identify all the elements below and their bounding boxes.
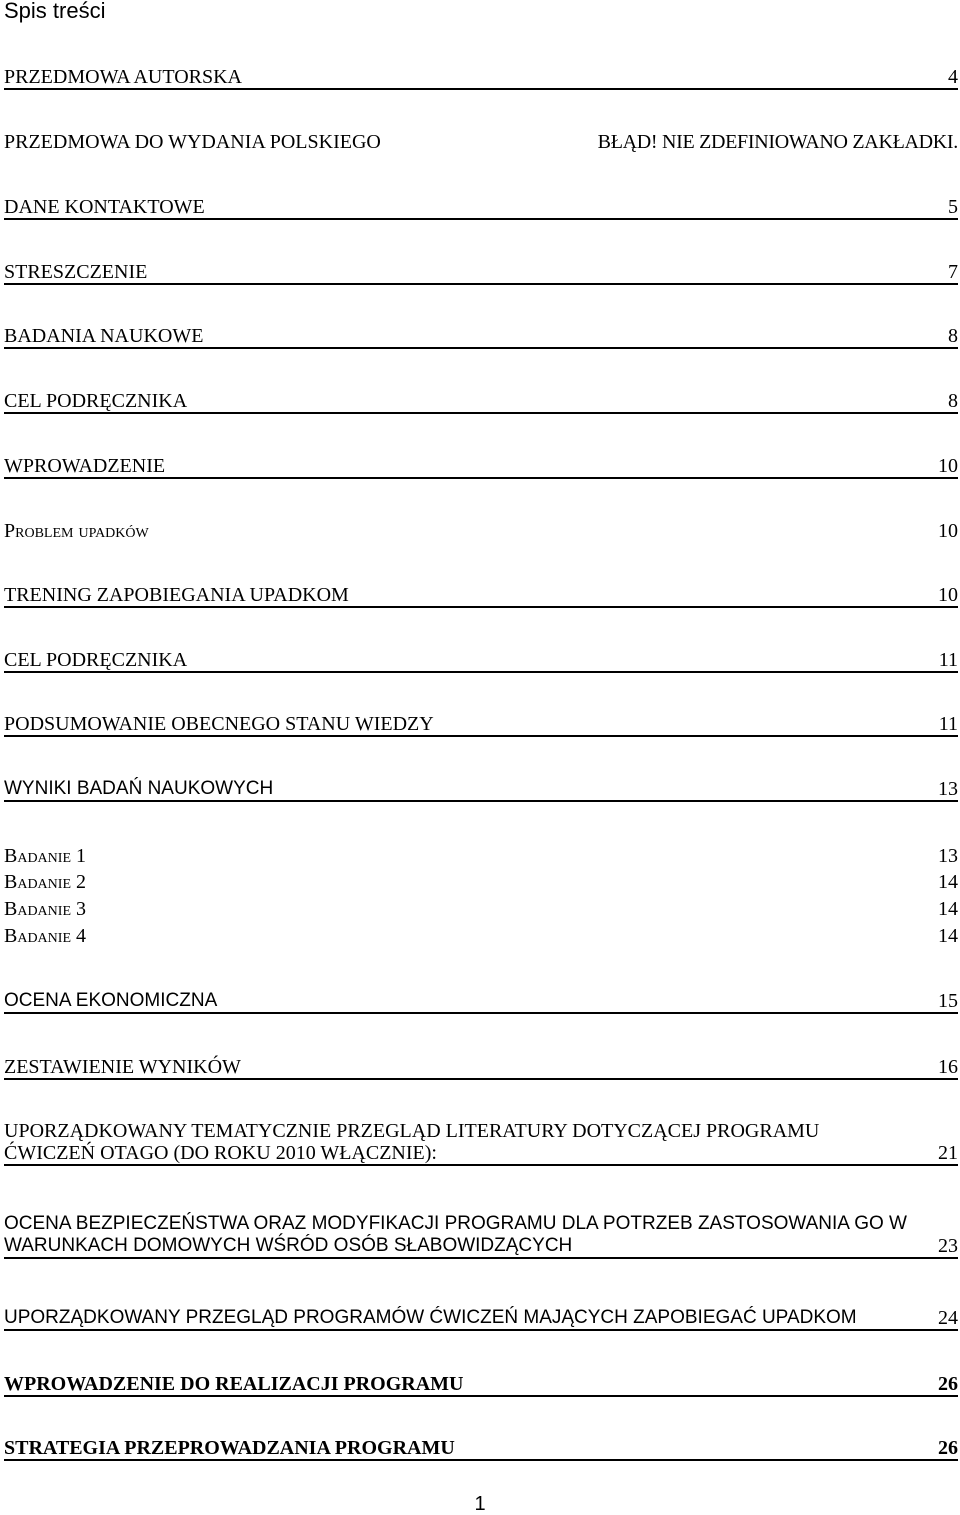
toc-entry-page: 10 bbox=[938, 455, 958, 477]
toc-entry[interactable] bbox=[4, 1437, 958, 1461]
toc-entry[interactable] bbox=[4, 1213, 958, 1259]
toc-entry-page: 14 bbox=[938, 925, 958, 947]
toc-entry[interactable] bbox=[4, 131, 958, 153]
toc-entry-page: 26 bbox=[938, 1437, 958, 1459]
toc-subentry-title: Badanie 3 bbox=[4, 898, 86, 920]
toc-entry-page: 8 bbox=[948, 390, 958, 412]
toc-entry-page: 16 bbox=[938, 1056, 958, 1078]
toc-entry-page: 10 bbox=[938, 584, 958, 606]
toc-entry-title: ZESTAWIENIE WYNIKÓW bbox=[4, 1056, 241, 1078]
page-number: 1 bbox=[474, 1493, 486, 1515]
toc-entry-title: BADANIA NAUKOWE bbox=[4, 325, 204, 347]
toc-entry-page: 26 bbox=[938, 1373, 958, 1395]
toc-entry-page: 15 bbox=[938, 990, 958, 1012]
toc-entry-title: PRZEDMOWA DO WYDANIA POLSKIEGO bbox=[4, 131, 381, 153]
toc-subentry[interactable] bbox=[4, 520, 958, 542]
toc-entry-title: STRATEGIA PRZEPROWADZANIA PROGRAMU bbox=[4, 1437, 455, 1459]
toc-entry-page: 24 bbox=[938, 1307, 958, 1329]
toc-entry-page: 8 bbox=[948, 325, 958, 347]
toc-subentry-title: Problem upadków bbox=[4, 520, 149, 542]
toc-entry-title: TRENING ZAPOBIEGANIA UPADKOM bbox=[4, 584, 349, 606]
toc-subentry[interactable] bbox=[4, 925, 958, 947]
toc-entry[interactable] bbox=[4, 1056, 958, 1080]
toc-entry-page: 13 bbox=[938, 778, 958, 800]
toc-entry-page: 5 bbox=[948, 196, 958, 218]
toc-subentry-title: Badanie 2 bbox=[4, 871, 86, 893]
toc-heading: Spis treści bbox=[4, 0, 106, 23]
toc-entry[interactable] bbox=[4, 325, 958, 349]
toc-entry-page: 10 bbox=[938, 520, 958, 542]
toc-entry-title: CEL PODRĘCZNIKA bbox=[4, 390, 188, 412]
toc-entry[interactable] bbox=[4, 990, 958, 1014]
toc-entry-page: 13 bbox=[938, 845, 958, 867]
toc-subentry-title: Badanie 4 bbox=[4, 925, 86, 947]
toc-entry[interactable] bbox=[4, 1120, 958, 1166]
toc-entry[interactable] bbox=[4, 649, 958, 673]
toc-entry-title: OCENA EKONOMICZNA bbox=[4, 990, 218, 1011]
toc-entry[interactable] bbox=[4, 196, 958, 220]
toc-entry-title: OCENA BEZPIECZEŃSTWA ORAZ MODYFIKACJI PROGRAMU DLA POTRZEB ZASTOSOWANIA GO W WARUNKACH DOMOWYCH WŚRÓD OSÓB SŁABOWIDZĄCYCH bbox=[4, 1213, 907, 1256]
toc-entry-page: 23 bbox=[938, 1235, 958, 1257]
toc-entry[interactable] bbox=[4, 66, 958, 90]
toc-entry-title: DANE KONTAKTOWE bbox=[4, 196, 205, 218]
toc-subentry-title: Badanie 1 bbox=[4, 845, 86, 867]
toc-entry[interactable] bbox=[4, 455, 958, 479]
toc-entry-page-error: BŁĄD! NIE ZDEFINIOWANO ZAKŁADKI. bbox=[597, 131, 958, 153]
toc-entry-title: WPROWADZENIE bbox=[4, 455, 166, 477]
toc-subentry[interactable] bbox=[4, 871, 958, 893]
toc-subentry[interactable] bbox=[4, 845, 958, 867]
toc-entry-page: 14 bbox=[938, 871, 958, 893]
toc-entry[interactable] bbox=[4, 261, 958, 285]
toc-entry-title: CEL PODRĘCZNIKA bbox=[4, 649, 188, 671]
toc-entry[interactable] bbox=[4, 390, 958, 414]
toc-entry-title: PODSUMOWANIE OBECNEGO STANU WIEDZY bbox=[4, 713, 434, 735]
toc-entry[interactable] bbox=[4, 1307, 958, 1331]
toc-subentry[interactable] bbox=[4, 898, 958, 920]
toc-entry-page: 4 bbox=[948, 66, 958, 88]
toc-entry-page: 14 bbox=[938, 898, 958, 920]
toc-entry-title: UPORZĄDKOWANY PRZEGLĄD PROGRAMÓW ĆWICZEŃ MAJĄCYCH ZAPOBIEGAĆ UPADKOM bbox=[4, 1307, 857, 1328]
toc-entry[interactable] bbox=[4, 584, 958, 608]
toc-entry-title: WYNIKI BADAŃ NAUKOWYCH bbox=[4, 778, 274, 799]
toc-entry[interactable] bbox=[4, 1373, 958, 1397]
toc-entry[interactable] bbox=[4, 713, 958, 737]
toc-entry-page: 7 bbox=[948, 261, 958, 283]
toc-entry-title: STRESZCZENIE bbox=[4, 261, 148, 283]
toc-entry[interactable] bbox=[4, 778, 958, 802]
toc-entry-title: PRZEDMOWA AUTORSKA bbox=[4, 66, 242, 88]
toc-entry-title: UPORZĄDKOWANY TEMATYCZNIE PRZEGLĄD LITERATURY DOTYCZĄCEJ PROGRAMU ĆWICZEŃ OTAGO (DO ROKU 2010 WŁĄCZNIE): bbox=[4, 1120, 820, 1164]
toc-entry-page: 11 bbox=[938, 649, 958, 671]
toc-entry-page: 11 bbox=[938, 713, 958, 735]
toc-entry-page: 21 bbox=[938, 1142, 958, 1164]
toc-entry-title: WPROWADZENIE DO REALIZACJI PROGRAMU bbox=[4, 1373, 464, 1395]
